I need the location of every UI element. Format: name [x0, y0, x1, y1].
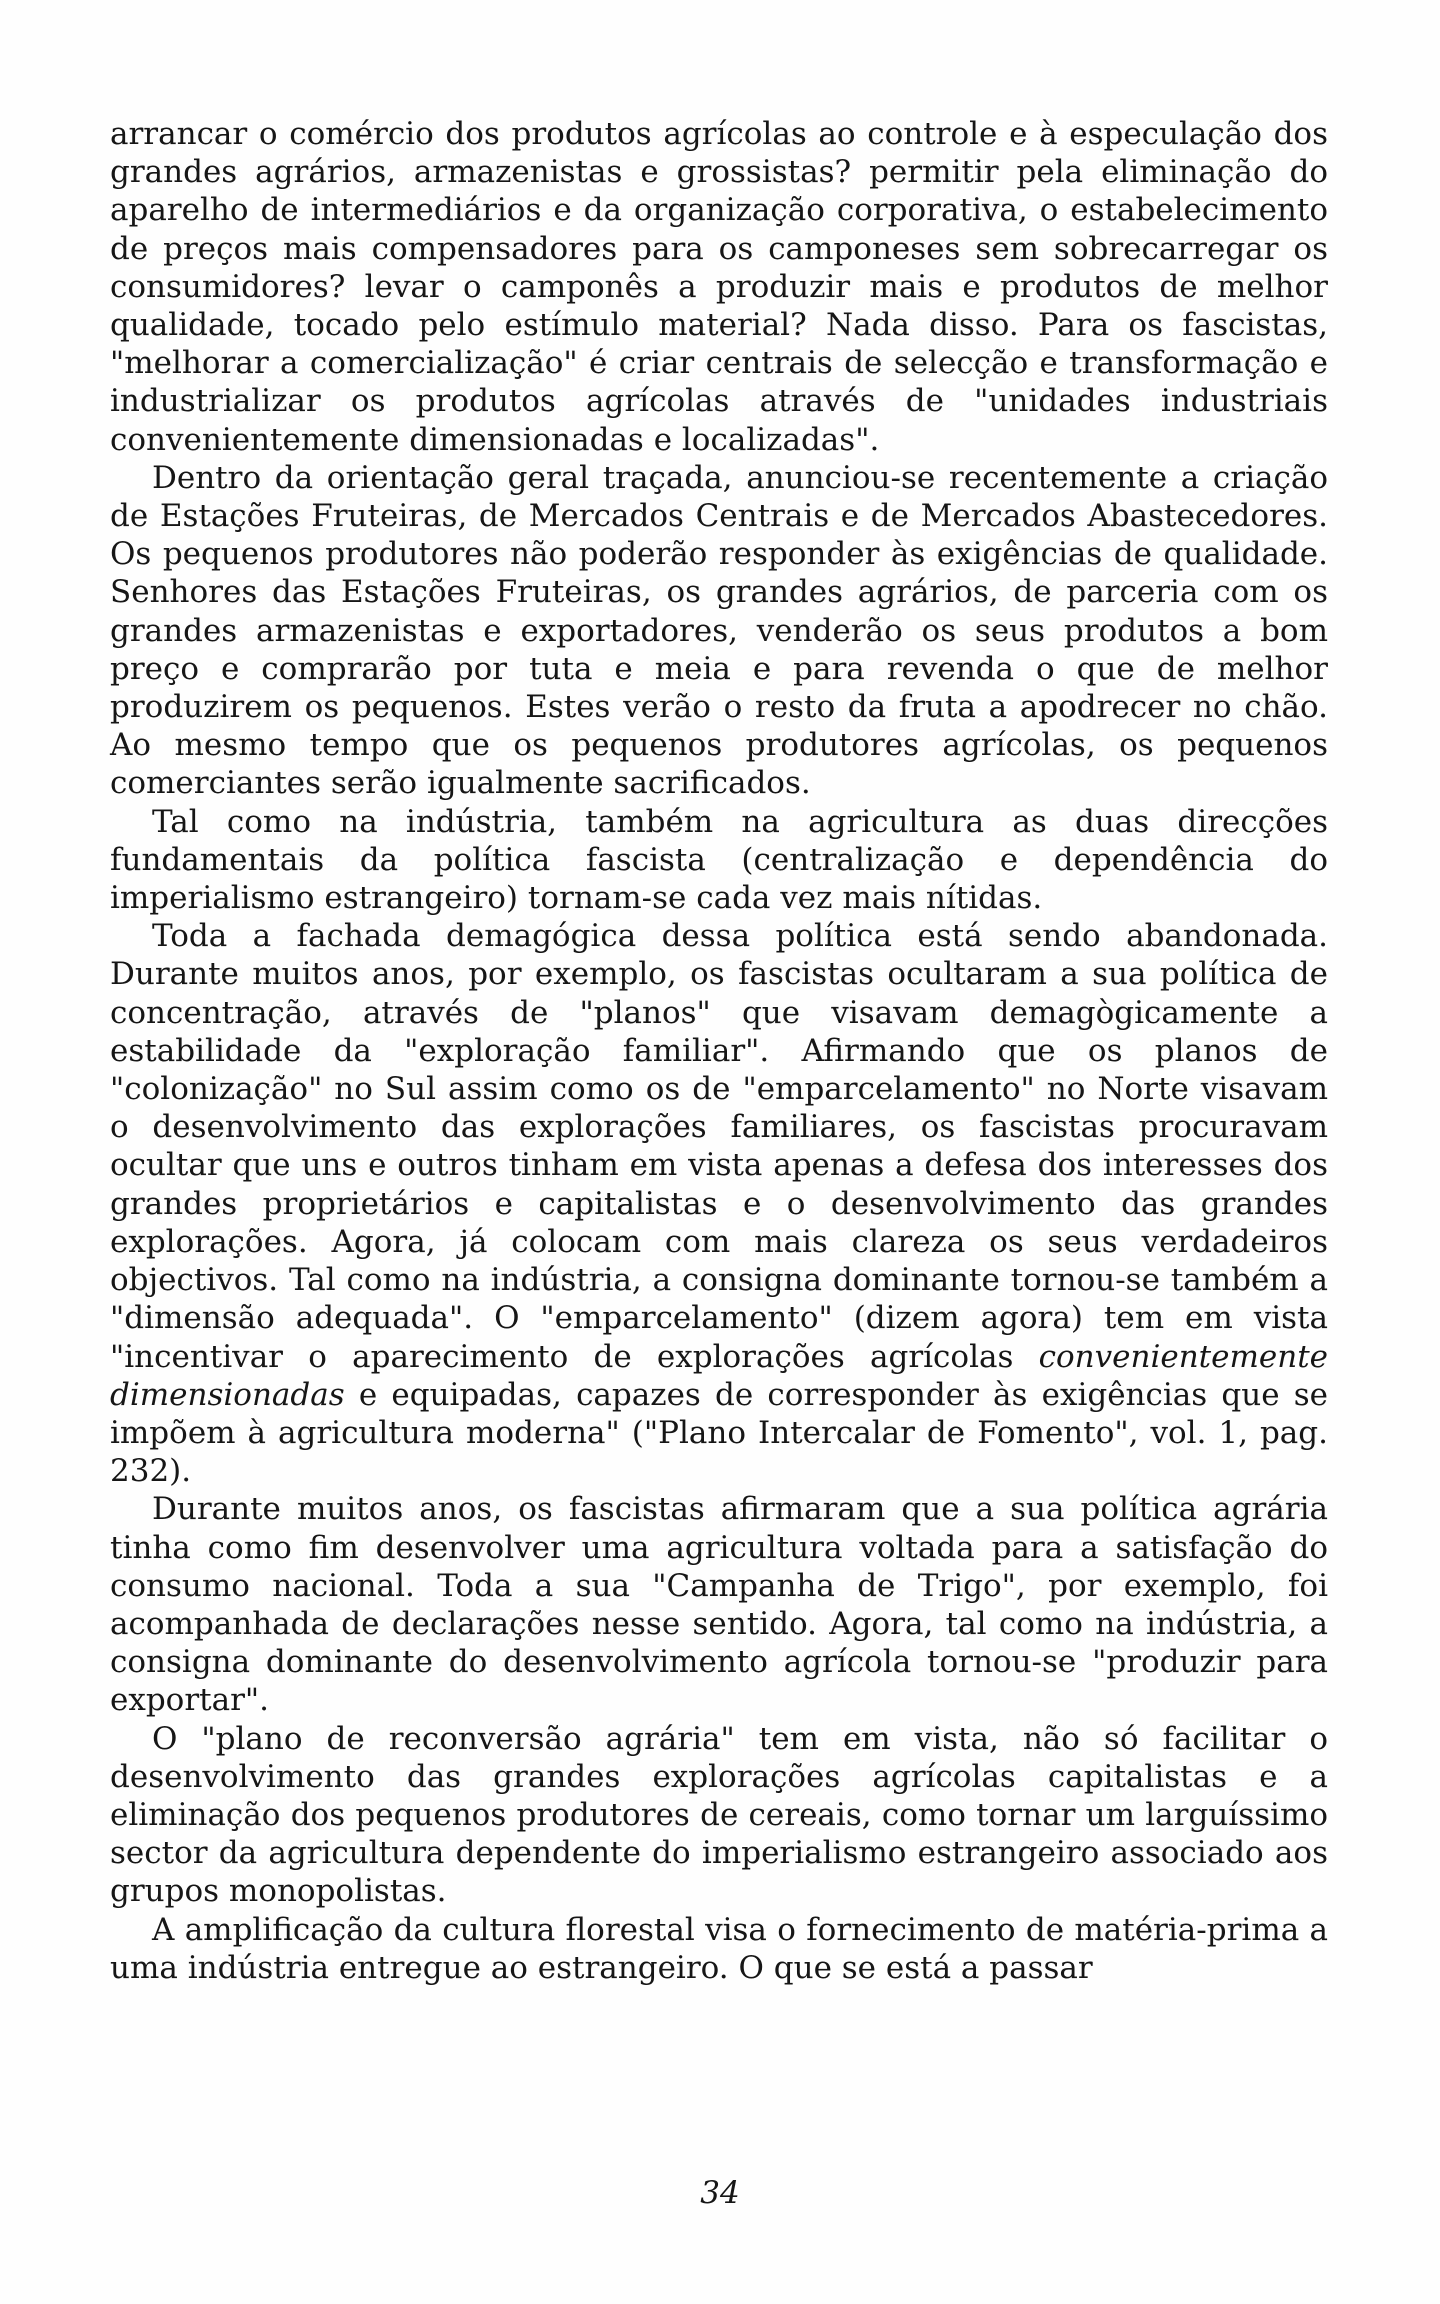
paragraph-3: Tal como na indústria, também na agricultura as duas direcções fundamentais da política fascista (centralização e dependência do imperialismo estrangeiro) tornam-se cada vez mais nítidas. [110, 803, 1328, 917]
paragraph-2: Dentro da orientação geral traçada, anunciou-se recentemente a criação de Estações Fruteiras, de Mercados Centrais e de Mercados Abastecedores. Os pequenos produtores não poderão responder às exigências de qualidade. Senhores das Estações Fruteiras, os grandes agrários, de parceria com os grandes armazenistas e exportadores, venderão os seus produtos a bom preço e comprarão por tuta e meia e para revenda o que de melhor produzirem os pequenos. Estes verão o resto da fruta a apodrecer no chão. Ao mesmo tempo que os pequenos produtores agrícolas, os pequenos comerciantes serão igualmente sacrificados. [110, 459, 1328, 802]
paragraph-6: O "plano de reconversão agrária" tem em vista, não só facilitar o desenvolvimento das grandes explorações agrícolas capitalistas e a eliminação dos pequenos produtores de cereais, como tornar um larguíssimo sector da agricultura dependente do imperialismo estrangeiro associado aos grupos monopolistas. [110, 1720, 1328, 1910]
paragraph-4-italic: convenientemente dimensionadas [110, 1338, 1328, 1413]
paragraph-1: arrancar o comércio dos produtos agrícolas ao controle e à especulação dos grandes agrários, armazenistas e grossistas? permitir pela eliminação do aparelho de intermediários e da organização corporativa, o estabelecimento de preços mais compensadores para os camponeses sem sobrecarregar os consumidores? levar o camponês a produzir mais e produtos de melhor qualidade, tocado pelo estímulo material? Nada disso. Para os fascistas, "melhorar a comercialização" é criar centrais de selecção e transformação e industrializar os produtos agrícolas através de "unidades industriais convenientemente dimensionadas e localizadas". [110, 116, 1328, 458]
paragraph-5: Durante muitos anos, os fascistas afirmaram que a sua política agrária tinha como fim desenvolver uma agricultura voltada para a satisfação do consumo nacional. Toda a sua "Campanha de Trigo", por exemplo, foi acompanhada de declarações nesse sentido. Agora, tal como na indústria, a consigna dominante do desenvolvimento agrícola tornou-se "produzir para exportar". [110, 1491, 1328, 1719]
paragraph-4 [110, 917, 1328, 1490]
paragraph-4-part-2: e equipadas, capazes de corresponder às exigências que se impõem à agricultura moderna" ("Plano Intercalar de Fomento", vol. 1, pag. 232). [110, 1376, 1328, 1490]
paragraph-7: A amplificação da cultura florestal visa o fornecimento de matéria-prima a uma indústria entregue ao estrangeiro. O que se está a passar [110, 1911, 1328, 1986]
page-number: 34 [700, 2175, 740, 2211]
body-text [110, 115, 1328, 1987]
paragraph-4-part-1: Toda a fachada demagógica dessa política está sendo abandonada. Durante muitos anos, por exemplo, os fascistas ocultaram a sua política de concentração, através de "planos" que visavam demagògicamente a estabilidade da "exploração familiar". Afirmando que os planos de "colonização" no Sul assim como os de "emparcelamento" no Norte visavam o desenvolvimento das explorações familiares, os fascistas procuravam ocultar que uns e outros tinham em vista apenas a defesa dos interesses dos grandes proprietários e capitalistas e o desenvolvimento das grandes explorações. Agora, já colocam com mais clareza os seus verdadeiros objectivos. Tal como na indústria, a consigna dominante tornou-se também a "dimensão adequada". O "emparcelamento" (dizem agora) tem em vista "incentivar o aparecimento de explorações agrícolas [110, 918, 1328, 1375]
